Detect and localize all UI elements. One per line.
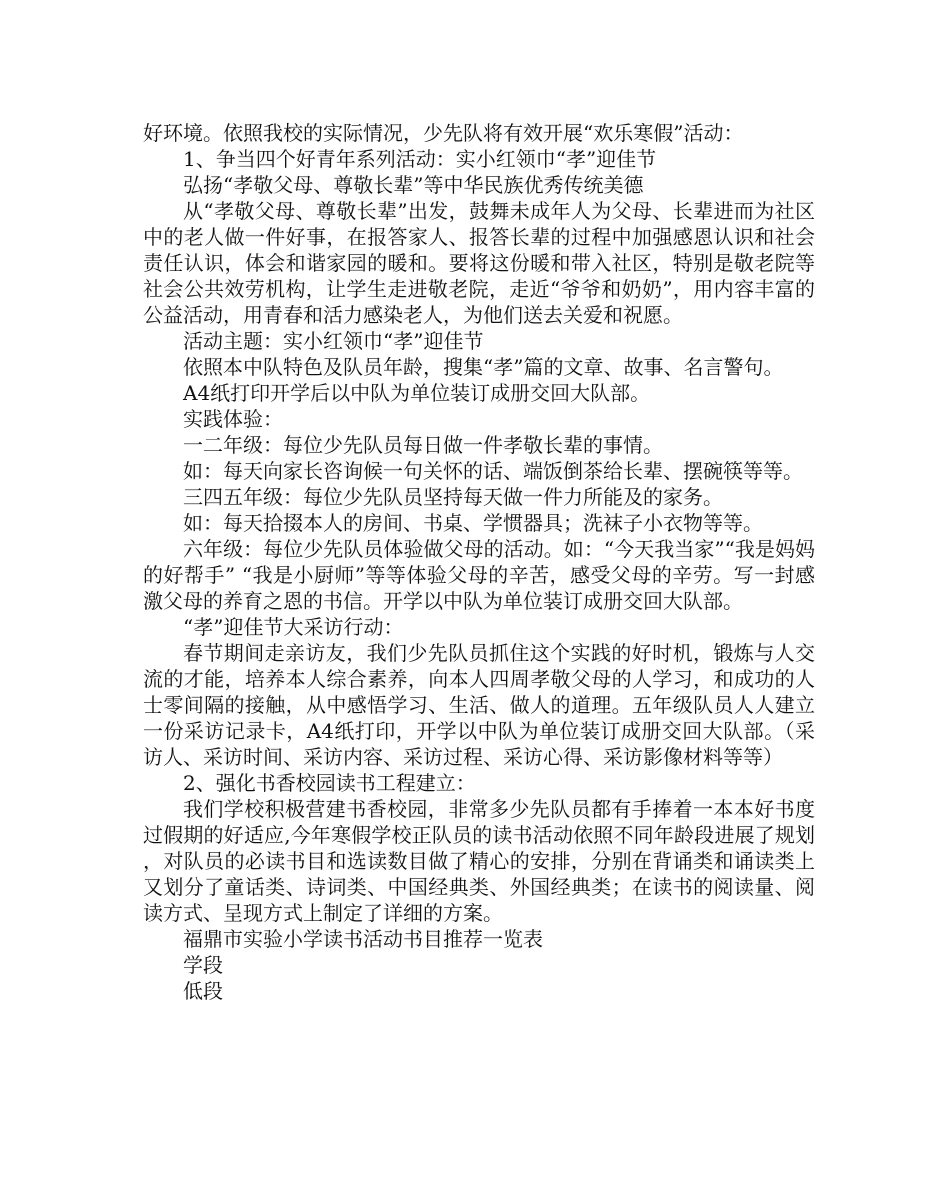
paragraph-grade-1-2: 一二年级：每位少先队员每日做一件孝敬长辈的事情。 xyxy=(183,433,663,457)
paragraph-reading-body: 我们学校积极营建书香校园，非常多少先队员都有手捧着一本本好书度过假期的好适应,今年寒假学校正队员的读书活动依照不同年龄段进展了规划，对队员的必读书目和选读数目做了精心的安排，分别在背诵类和诵读类上又划分了童话类、诗词类、中国经典类、外国经典类；在读书的阅读量、阅读方式、呈现方式上制定了详细的方案。 xyxy=(143,797,815,925)
document-body xyxy=(143,120,815,1004)
paragraph-interview-body: 春节期间走亲访友，我们少先队员抓住这个实践的好时机，锻炼与人交流的才能，培养本人综合素养，向本人四周孝敬父母的人学习，和成功的人士零间隔的接触，从中感悟学习、生活、做人的道理。五年级队员人人建立一份采访记录卡，A4纸打印，开学以中队为单位装订成册交回大队部。（采访人、采访时间、采访内容、采访过程、采访心得、采访影像材料等等） xyxy=(143,641,815,769)
paragraph-grade-3-5: 三四五年级：每位少先队员坚持每天做一件力所能及的家务。 xyxy=(183,485,723,509)
paragraph-activity-theme: 活动主题：实小红领巾“孝”迎佳节 xyxy=(183,329,484,353)
paragraph-practice-heading: 实践体验： xyxy=(183,407,283,431)
paragraph-low-stage: 低段 xyxy=(183,979,223,1003)
paragraph-grade-6: 六年级：每位少先队员体验做父母的活动。如：“今天我当家”“我是妈妈的好帮手” “我是小厨师”等等体验父母的辛苦，感受父母的辛劳。写一封感激父母的养育之恩的书信。开学以中队为单位装订成册交回大队部。 xyxy=(143,537,815,613)
paragraph-activity-1-title: 1、争当四个好青年系列活动：实小红领巾“孝”迎佳节 xyxy=(183,147,657,171)
paragraph-activity-2-title: 2、强化书香校园读书工程建立： xyxy=(183,771,476,795)
paragraph-virtue-heading: 弘扬“孝敬父母、尊敬长辈”等中华民族优秀传统美德 xyxy=(183,173,644,197)
paragraph-intro: 好环境。依照我校的实际情况，少先队将有效开展“欢乐寒假”活动： xyxy=(143,121,744,145)
paragraph-collect-articles: 依照本中队特色及队员年龄，搜集“孝”篇的文章、故事、名言警句。 xyxy=(183,355,784,379)
paragraph-stage-label: 学段 xyxy=(183,953,223,977)
paragraph-grade-1-2-example: 如：每天向家长咨询候一句关怀的话、端饭倒茶给长辈、摆碗筷等等。 xyxy=(183,459,803,483)
paragraph-a4-binding: A4纸打印开学后以中队为单位装订成册交回大队部。 xyxy=(183,381,651,405)
paragraph-grade-3-5-example: 如：每天拾掇本人的房间、书桌、学惯器具；洗袜子小衣物等等。 xyxy=(183,511,763,535)
paragraph-virtue-body: 从“孝敬父母、尊敬长辈”出发，鼓舞未成年人为父母、长辈进而为社区中的老人做一件好事，在报答家人、报答长辈的过程中加强感恩认识和社会责任认识，体会和谐家园的暖和。要将这份暖和带入社区，特别是敬老院等社会公共效劳机构，让学生走进敬老院，走近“爷爷和奶奶”，用内容丰富的公益活动，用青春和活力感染老人，为他们送去关爱和祝愿。 xyxy=(143,199,815,327)
paragraph-interview-heading: “孝”迎佳节大采访行动： xyxy=(183,615,404,639)
paragraph-booklist-title: 福鼎市实验小学读书活动书目推荐一览表 xyxy=(183,927,543,951)
